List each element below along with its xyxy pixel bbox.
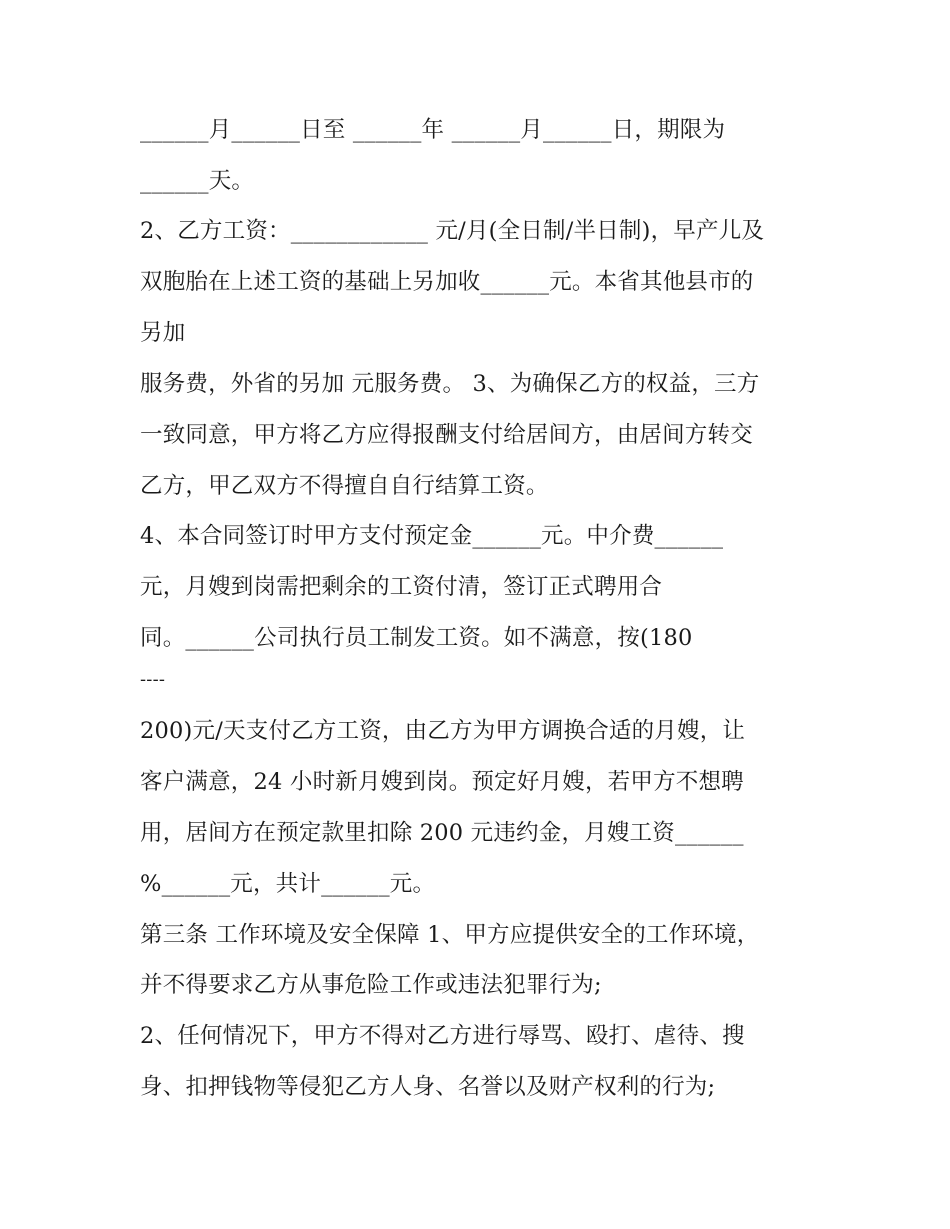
text-line: ______天。: [140, 168, 255, 194]
text-line: 身、扣押钱物等侵犯乙方人身、名誉以及财产权利的行为;: [140, 1074, 716, 1100]
text-line: 并不得要求乙方从事危险工作或违法犯罪行为;: [140, 972, 602, 998]
text-line: 元，月嫂到岗需把剩余的工资付清，签订正式聘用合: [140, 574, 663, 600]
text-line: 服务费，外省的另加 元服务费。 3、为确保乙方的权益，三方: [140, 371, 760, 397]
text-line: 乙方，甲乙双方不得擅自自行结算工资。: [140, 473, 549, 499]
text-line: 同。______公司执行员工制发工资。如不满意，按(180: [140, 625, 693, 651]
text-line: 双胞胎在上述工资的基础上另加收______元。本省其他县市的: [140, 269, 754, 295]
text-line: 一致同意，甲方将乙方应得报酬支付给居间方，由居间方转交: [140, 422, 753, 448]
text-line: 200)元/天支付乙方工资，由乙方为甲方调换合适的月嫂，让: [140, 718, 746, 744]
text-line: ----: [140, 669, 166, 690]
text-line: 2、乙方工资：____________ 元/月(全日制/半日制)，早产儿及: [140, 218, 765, 244]
text-line: 4、本合同签订时甲方支付预定金______元。中介费______: [140, 523, 724, 549]
text-line: 用，居间方在预定款里扣除 200 元违约金，月嫂工资______: [140, 820, 744, 846]
text-line: 2、任何情况下，甲方不得对乙方进行辱骂、殴打、虐待、搜: [140, 1023, 745, 1049]
text-line: %______元，共计______元。: [140, 871, 436, 897]
text-line: 客户满意，24 小时新月嫂到岗。预定好月嫂，若甲方不想聘: [140, 769, 744, 795]
text-line: 第三条 工作环境及安全保障 1、甲方应提供安全的工作环境，: [140, 922, 760, 948]
text-line: ______月______日至 ______年 ______月______日，期限为: [140, 117, 726, 143]
text-line: 另加: [140, 320, 186, 346]
